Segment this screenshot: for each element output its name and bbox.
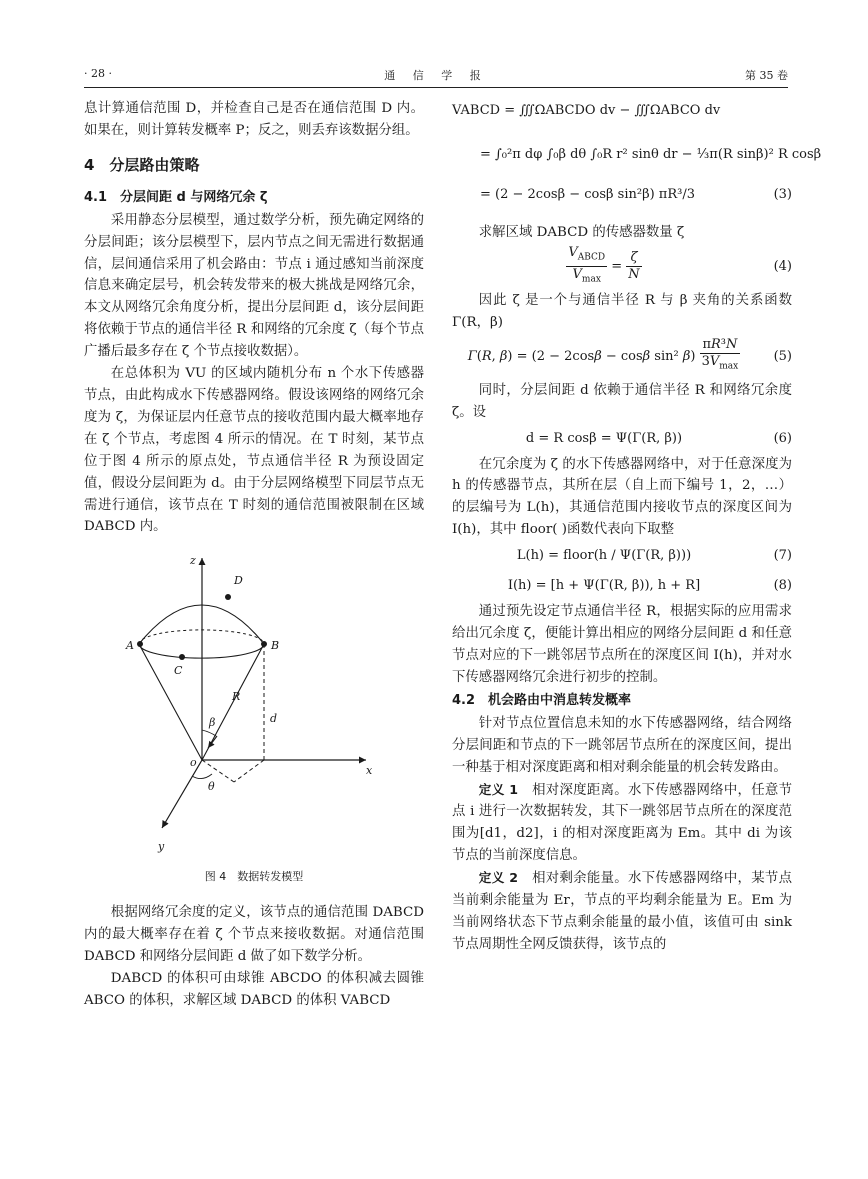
beta-arrow (208, 736, 217, 748)
definition-2: 定义 2 相对剩余能量。水下传感器网络中，某节点当前剩余能量为 Er，节点的平均剩余能量为 E。Em 为当前网络状态下节点剩余能量的最小值，该值可由 sink 节点周期性全网反馈获得，该节点的 (452, 870, 793, 952)
label-x: x (366, 764, 373, 778)
equation-number: (5) (773, 348, 792, 364)
figure-caption: 图 4 数据转发模型 (204, 870, 304, 884)
theta-arc (192, 774, 212, 779)
equation-5: Γ(R, β) = (2 − 2cosβ − cosβ sin² β) $\frac{\text{πR³N}}{3V_{max}}$ (5) (452, 334, 792, 380)
point-d (225, 594, 231, 600)
label-d-top: D (234, 574, 243, 588)
journal-name: 通 信 学 报 (384, 69, 488, 82)
figure-4 (84, 550, 424, 862)
paragraph: 根据网络冗余度的定义，该节点的通信范围 DABCD 内的最大概率存在着 ζ 个节点来接收数据。对通信范围 DABCD 和网络分层间距 d 做了如下数学分析。 (84, 905, 424, 965)
cone-edge (139, 644, 202, 760)
paragraph: DABCD 的体积可由球锥 ABCDO 的体积减去圆锥 ABCO 的体积，求解区域 DABCD 的体积 VABCD (84, 970, 424, 1008)
paragraph: 通过预先设定节点通信半径 R，根据实际的应用需求给出冗余度 ζ，便能计算出相应的网络分层间距 d 和任意节点对应的下一跳邻居节点所在的深度区间 I(h)，并对水下传感器网络冗余进行初步的控制。 (452, 604, 792, 685)
equation-number: (3) (773, 187, 792, 202)
equation-7: L(h) = floor(h / Ψ(Γ(R, β))) (7) (452, 541, 792, 571)
right-column (452, 98, 822, 956)
y-axis (162, 760, 202, 828)
label-a: A (126, 639, 134, 653)
equation-number: (6) (773, 430, 792, 446)
paragraph: 采用静态分层模型，通过数学分析，预先确定网络的分层间距；该分层模型下，层内节点之间无需进行数据通信，层间通信采用了机会路由：节点 i 通过感知当前深度信息来确定层号，机会转发带来的极大挑战是网络冗余，本文从网络冗余角度分析，提出分层间距 d，该分层间距将依赖于节点的通信半径 R 和网络的冗余度 ζ（每个节点广播后最多存在 ζ 个节点接收数据）。 (84, 212, 424, 360)
fraction: $\frac{\text{πR³N}}{3V_{max}}$ (701, 337, 739, 373)
forwarding-model-diagram (84, 550, 424, 862)
fraction: $\frac{\zeta}{N}$ (628, 249, 640, 282)
label-d: d (270, 712, 278, 726)
equation-number: (4) (773, 258, 792, 274)
projection-line (202, 760, 234, 782)
header-rule (84, 87, 788, 88)
label-z: z (190, 554, 196, 568)
paragraph: 针对节点位置信息未知的水下传感器网络，结合网络分层间距和节点的下一跳邻居节点所在的深度区间，提出一种基于相对深度距离和相对剩余能量的机会转发路由。 (452, 715, 792, 775)
label-o: o (190, 756, 197, 770)
paragraph: 求解区域 DABCD 的传感器数量 ζ (478, 225, 685, 240)
label-theta: θ (208, 780, 215, 794)
projection-line (234, 760, 264, 782)
definition-label: 定义 2 (478, 870, 519, 886)
equation-number: (7) (773, 548, 792, 564)
label-r: R (232, 690, 241, 704)
subsection-heading: 4.1 分层间距 d 与网络冗余 ζ (84, 189, 268, 205)
equation-3a: VABCD = ∭ΩABCDO dv − ∭ΩABCO dv (452, 103, 721, 118)
label-y: y (158, 840, 165, 854)
equation-8: I(h) = [h + Ψ(Γ(R, β)), h + R] (8) (452, 571, 792, 601)
label-beta: β (209, 716, 216, 730)
equation-6: d = R cosβ = Ψ(Γ(R, β)) (6) (452, 424, 792, 454)
running-header (84, 62, 788, 84)
point-a (137, 641, 143, 647)
paragraph: 在总体积为 VU 的区域内随机分布 n 个水下传感器节点，由此构成水下传感器网络。假设该网络的网络冗余度为 ζ，为保证层内任意节点的接收范围内最大概率地存在 ζ 个节点，考虑图 4 所示的情况。在 T 时刻，某节点位于图 4 所示的原点处，节点通信半径 R 为预设固定值，假设分层间距为 d。由于分层网络模型下同层节点无需进行通信，该节点在 T 时刻的通信范围被限制在区域 DABCD 内。 (84, 366, 424, 535)
left-column (84, 98, 424, 1012)
beta-arc (202, 730, 216, 736)
definition-label: 定义 1 (478, 781, 519, 797)
equation-3b: = ∫₀²π dφ ∫₀β dθ ∫₀R r² sinθ dr − ⅓π(R sinβ)² R cosβ (480, 147, 822, 162)
paragraph: 在冗余度为 ζ 的水下传感器网络中，对于任意深度为 h 的传感器节点，其所在层（自上而下编号 1，2，…）的层编号为 L(h)，其通信范围内接收节点的深度区间为 I(h)，其中 floor( )函数代表向下取整 (452, 456, 792, 538)
equation-3c: = (2 − 2cosβ − cosβ sin²β) πR³/3 (3) (452, 182, 792, 222)
volume-number: 第 35 卷 (745, 69, 788, 82)
point-b (261, 641, 267, 647)
paragraph: 同时，分层间距 d 依赖于通信半径 R 和网络冗余度 ζ。设 (452, 382, 792, 420)
equation-number: (8) (773, 578, 792, 594)
page-number: · 28 · (84, 67, 112, 80)
label-c: C (174, 664, 183, 678)
label-b: B (271, 639, 280, 653)
equation-4: $\frac{V_{ABCD}}{V_{max}}$ = $\frac{\zeta}{N}$ (4) (452, 244, 792, 290)
point-c (179, 654, 185, 660)
section-heading: 4 分层路由策略 (84, 155, 200, 174)
fraction: $\frac{V_{ABCD}}{V_{max}}$ (568, 245, 606, 285)
paragraph: 息计算通信范围 D，并检查自己是否在通信范围 D 内。如果在，则计算转发概率 P；反之，则丢弃该数据分组。 (84, 101, 424, 138)
paragraph: 因此 ζ 是一个与通信半径 R 与 β 夹角的关系函数 Γ(R，β) (452, 292, 792, 330)
definition-1: 定义 1 相对深度距离。水下传感器网络中，任意节点 i 进行一次数据转发，其下一跳邻居节点所在的深度范围为[d1，d2]，i 的相对深度距离为 Em。其中 di 为该节点的当前深度信息。 (452, 781, 793, 864)
subsection-heading: 4.2 机会路由中消息转发概率 (452, 692, 632, 708)
